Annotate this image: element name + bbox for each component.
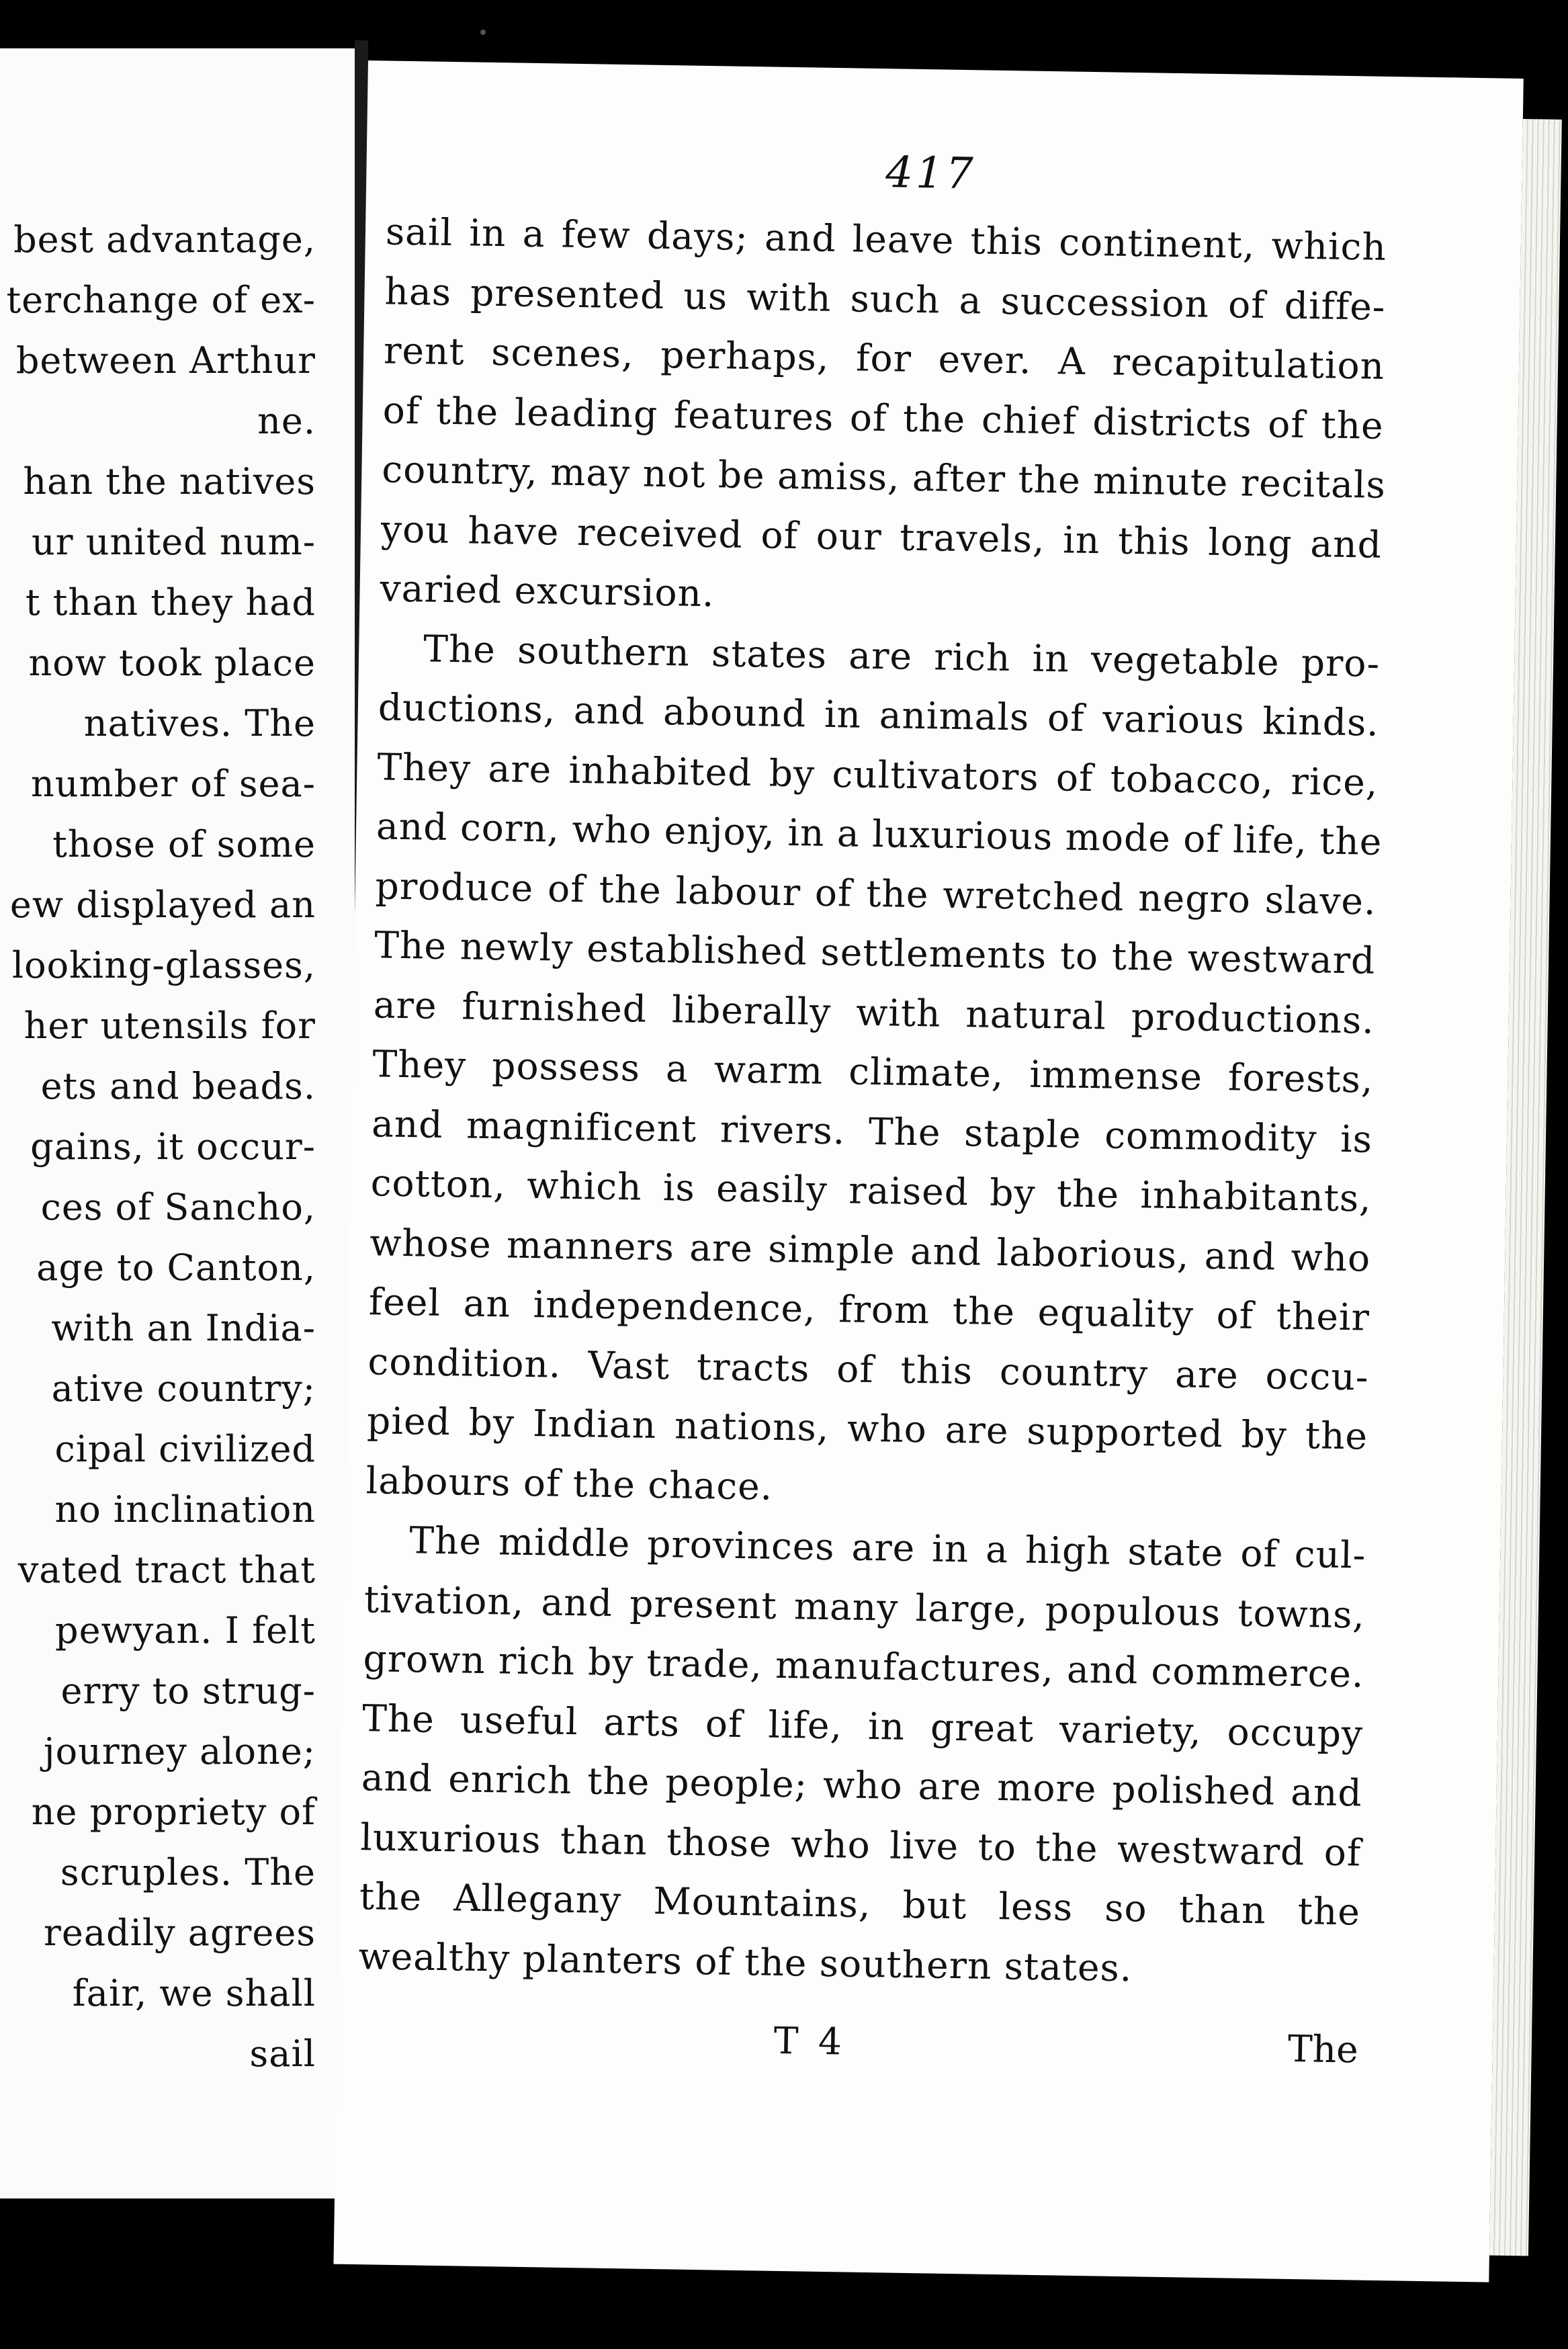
left-line: vated tract that — [17, 1549, 316, 1591]
left-line: ces of Sancho, — [40, 1186, 316, 1228]
left-line: ative country; — [51, 1367, 316, 1410]
text-line: of the leading features of the chief districts of the — [382, 388, 1385, 447]
signature-mark: T 4 — [773, 2018, 846, 2063]
left-line: readily agrees — [44, 1912, 316, 1954]
left-line: best advantage, — [13, 218, 316, 261]
left-line: those of some — [52, 823, 316, 865]
text-line: country, may not be amiss, after the minute recitals — [381, 447, 1387, 507]
text-line: grown rich by trade, manufactures, and commerce. — [363, 1637, 1364, 1696]
text-line: labours of the chace. — [365, 1458, 773, 1508]
left-line: fair, we shall — [72, 1972, 316, 2014]
previous-page-text — [0, 210, 316, 2084]
text-line: The middle provinces are in a high state of cul- — [408, 1519, 1366, 1577]
text-line: and enrich the people; who are more polished and — [361, 1756, 1363, 1815]
left-line: no inclination — [54, 1488, 316, 1531]
text-line: you have received of our travels, in this long and — [380, 507, 1383, 566]
text-line: sail in a few days; and leave this continent, which — [385, 210, 1387, 269]
text-line: wealthy planters of the southern states. — [358, 1934, 1133, 1990]
left-line: terchange of ex- — [6, 279, 316, 321]
left-line: ew displayed an — [9, 884, 316, 926]
text-line: has presented us with such a succession of diffe- — [384, 269, 1386, 329]
left-line: number of sea- — [30, 763, 316, 805]
text-line: They are inhabited by cultivators of tobacco, rice, — [376, 744, 1379, 804]
left-line: gains, it occur- — [30, 1125, 316, 1168]
left-line: erry to strug- — [60, 1670, 316, 1712]
left-line: her utensils for — [24, 1005, 316, 1047]
left-line: ne propriety of — [31, 1791, 316, 1833]
text-line: varied excursion. — [380, 566, 715, 615]
scan-speck — [480, 30, 486, 35]
previous-page — [0, 48, 359, 2198]
left-line: han the natives — [23, 460, 316, 503]
current-page — [333, 60, 1523, 2282]
text-line: luxurious than those who live to the westward of — [359, 1815, 1362, 1875]
left-line: age to Canton, — [36, 1246, 316, 1289]
text-line: and magnificent rivers. The staple commodity is — [371, 1101, 1373, 1161]
left-line: between Arthur — [15, 339, 316, 382]
text-line: pied by Indian nations, who are supported by the — [366, 1399, 1368, 1458]
text-line: condition. Vast tracts of this country are occu- — [367, 1339, 1369, 1399]
page-footer — [357, 2012, 1358, 2088]
left-line: natives. The — [83, 702, 316, 744]
left-line: with an India- — [51, 1307, 316, 1349]
page-number: 417 — [885, 148, 977, 200]
text-line: produce of the labour of the wretched negro slave. — [375, 863, 1377, 923]
left-line: ne. — [257, 400, 316, 442]
text-line: ductions, and abound in animals of various kinds. — [378, 685, 1380, 744]
text-line: tivation, and present many large, populous towns, — [363, 1577, 1366, 1637]
left-line: t than they had — [25, 581, 316, 624]
text-line: They possess a warm climate, immense forests, — [372, 1042, 1374, 1101]
text-line: The newly established settlements to the westward — [374, 923, 1376, 982]
left-line: sail — [249, 2033, 316, 2075]
left-line: ur united num- — [32, 521, 316, 563]
left-line: scruples. The — [60, 1851, 316, 1893]
text-line: The useful arts of life, in great variety, occupy — [361, 1696, 1364, 1756]
text-line: are furnished liberally with natural productions. — [373, 982, 1375, 1042]
left-line: now took place — [28, 642, 316, 684]
left-line: ets and beads. — [40, 1065, 316, 1107]
text-line: cotton, which is easily raised by the inhabitants, — [370, 1161, 1373, 1220]
left-line: cipal civilized — [54, 1428, 316, 1470]
left-line: journey alone; — [43, 1730, 316, 1773]
text-line: The southern states are rich in vegetable pro- — [423, 626, 1381, 685]
page-body — [358, 202, 1387, 2001]
page-edges — [1489, 119, 1562, 2256]
text-line: whose manners are simple and laborious, and who — [369, 1220, 1371, 1280]
left-line: pewyan. I felt — [55, 1609, 316, 1652]
text-line: feel an independence, from the equality of their — [368, 1280, 1370, 1339]
catchword: The — [1287, 2026, 1359, 2072]
text-line: rent scenes, perhaps, for ever. A recapitulation — [383, 329, 1385, 388]
left-line: looking-glasses, — [11, 944, 316, 986]
text-line: the Allegany Mountains, but less so than the — [359, 1875, 1361, 1934]
text-line: and corn, who enjoy, in a luxurious mode of life, the — [376, 804, 1383, 863]
